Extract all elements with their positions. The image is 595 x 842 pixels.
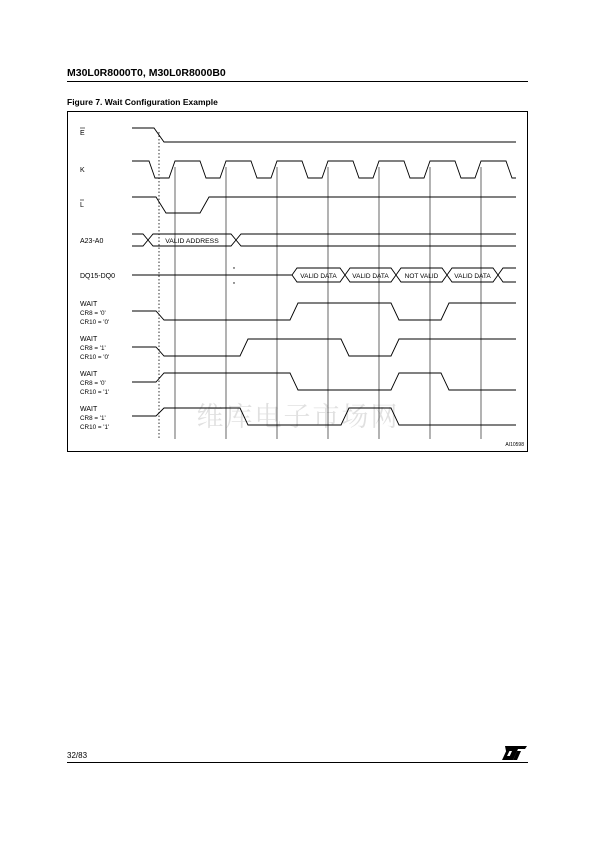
wait-cr8-1-cr10-0-waveform [132, 339, 516, 356]
header-divider [67, 81, 528, 82]
timing-diagram-frame [67, 111, 528, 452]
wait3-label-line3: CR10 = '1' [80, 389, 110, 396]
figure-caption: Figure 7. Wait Configuration Example [67, 97, 218, 107]
wait4-label-line1: WAIT [80, 406, 98, 413]
wait2-label-line2: CR8 = '1' [80, 345, 106, 352]
signal-label-address: A23-A0 [80, 238, 104, 245]
signal-label-k: K [80, 167, 85, 174]
watermark-text: 维库电子市场网 [196, 402, 400, 433]
wait3-label-line2: CR8 = '0' [80, 380, 106, 387]
k-clock-waveform [132, 161, 516, 178]
wait1-label-line1: WAIT [80, 301, 98, 308]
wait2-label-line1: WAIT [80, 336, 98, 343]
st-logo [502, 745, 528, 761]
wait4-label-line2: CR8 = '1' [80, 415, 106, 422]
wait3-label-line1: WAIT [80, 371, 98, 378]
wait1-label-line2: CR8 = '0' [80, 310, 106, 317]
data-bus-label-3: NOT VALID [404, 273, 439, 280]
l-waveform [132, 197, 516, 213]
data-bus-label-4: VALID DATA [454, 273, 491, 280]
page-number: 32/83 [67, 751, 88, 760]
wait-cr8-0-cr10-1-waveform [132, 373, 516, 390]
wait-cr8-0-cr10-0-waveform [132, 303, 516, 320]
wait1-label-line3: CR10 = '0' [80, 319, 110, 326]
wait2-label-line3: CR10 = '0' [80, 354, 110, 361]
signal-label-data: DQ15-DQ0 [80, 273, 116, 280]
address-bus-label: VALID ADDRESS [165, 238, 219, 245]
signal-label-l: L [80, 202, 84, 209]
marker-dot [233, 282, 234, 283]
signal-label-e: E [80, 130, 85, 137]
footer-divider [67, 762, 528, 763]
document-header-title: M30L0R8000T0, M30L0R8000B0 [67, 67, 226, 79]
wait4-label-line3: CR10 = '1' [80, 424, 110, 431]
e-waveform [132, 128, 516, 142]
marker-dot [233, 267, 234, 268]
wait-timing-diagram [68, 112, 529, 453]
data-bus-label-2: VALID DATA [352, 273, 389, 280]
figure-id: AI10598 [505, 442, 524, 448]
data-bus-label-1: VALID DATA [300, 273, 337, 280]
